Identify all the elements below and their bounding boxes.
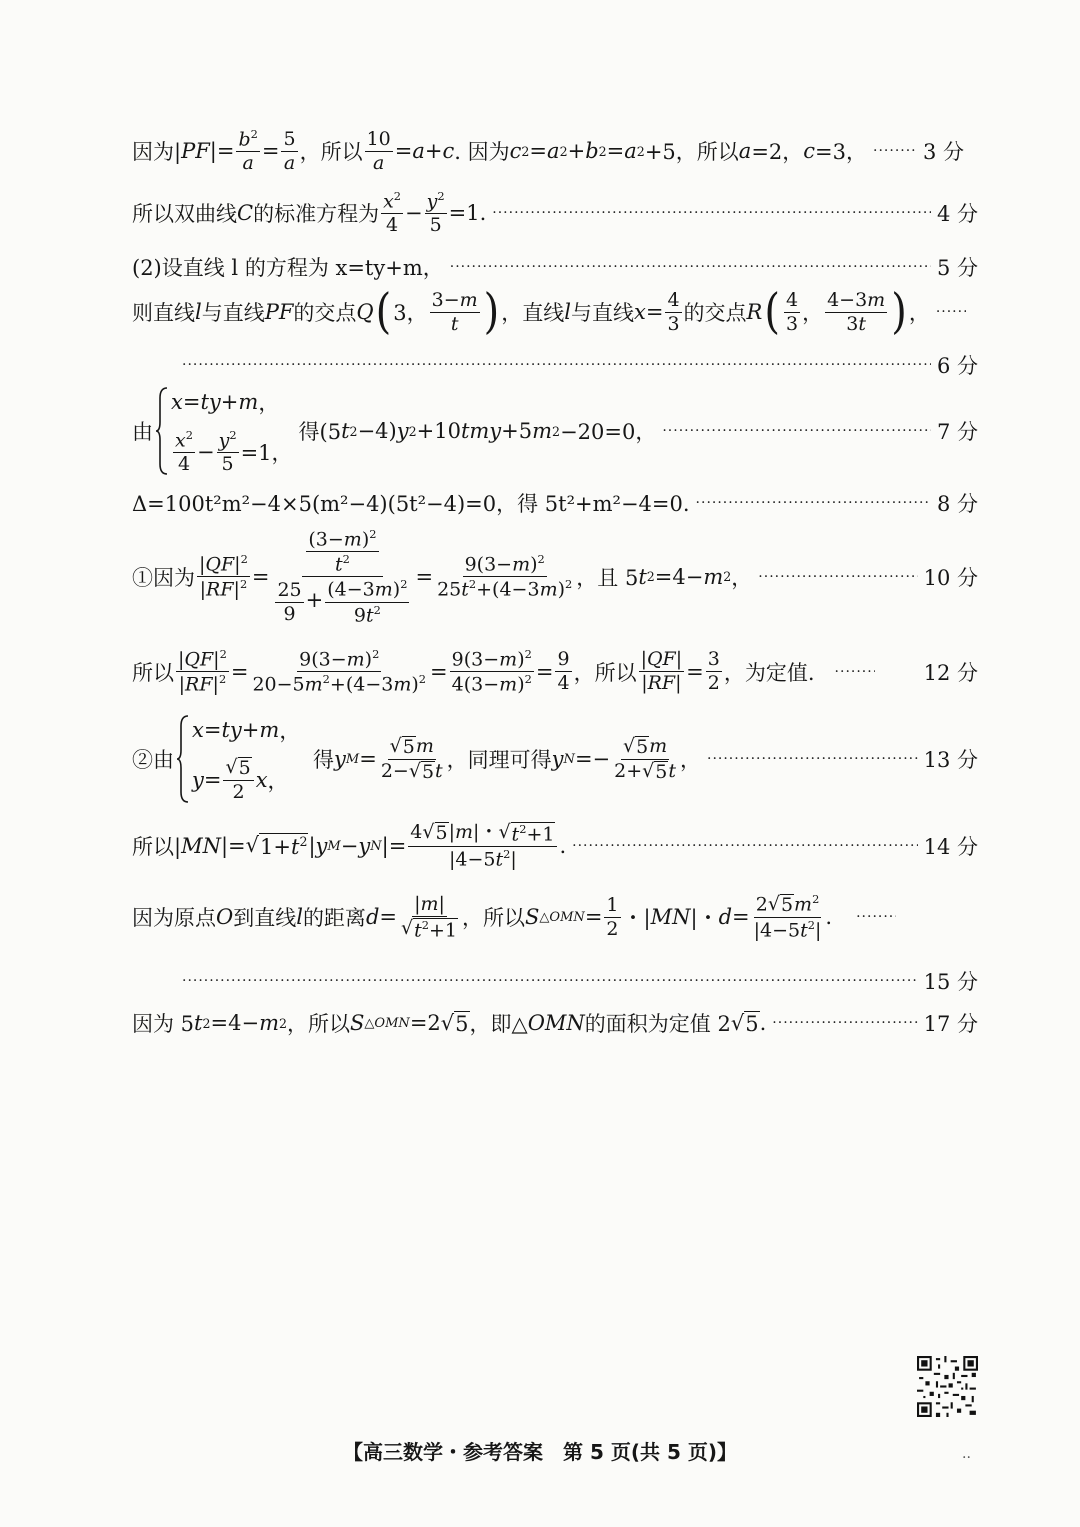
- equation-conclusion: 因为 5 t 2 =4− m 2 ，所以 S △OMN =2 √ 5 ，即△ OMN 的面积为定值 2 √ 5 .: [132, 1010, 767, 1036]
- brace-icon: [176, 714, 190, 804]
- leader-dots: [492, 205, 931, 221]
- solution-line-11: [132, 893, 978, 941]
- score-label: 8 分: [936, 492, 978, 516]
- solution-line-2: [132, 190, 978, 236]
- solution-line-7: [132, 528, 978, 626]
- solution-line-4b: [132, 350, 978, 380]
- equation-system-2: ②由 x = t y + m ， y = √ 5 2 x ， 得 y M = √ 5 m 2−√ 5 t ，同理可得 y N =− √ 5 m 2+√ 5 t ，: [132, 714, 701, 804]
- score-label: 13 分: [923, 748, 978, 772]
- leader-dots: [835, 664, 875, 680]
- solution-line-11b: [132, 966, 978, 996]
- score-label: 17 分: [923, 1012, 978, 1036]
- solution-line-10: [132, 822, 978, 870]
- leader-dots: [662, 423, 931, 439]
- leader-dots: [182, 973, 918, 989]
- equation-line-l: (2)设直线 l 的方程为 x=ty+m，: [132, 256, 444, 280]
- equation-discriminant: Δ=100t²m²−4×5(m²−4)(5t²−4)=0，得 5t²+m²−4=0.: [132, 492, 690, 516]
- score-label: 6 分: [936, 354, 978, 378]
- leader-dots: [182, 357, 931, 373]
- equation-system-1: 由 x = t y + m ， $\frac{x^2}{4}$ − $\frac{y^2}{5}$ =1， 得(5 t 2 −4) y 2 +10 tmy +5 m 2 −20=0，: [132, 386, 656, 476]
- leader-dots: [936, 304, 966, 320]
- leader-dots: [450, 259, 931, 275]
- equation-intersections: 则直线 l 与直线 PF 的交点 Q ( 3， $\frac{3-m}{t}$ ) ，直线 l 与直线 x = $\frac{4}{3}$ 的交点 R ( $\frac{4}{3}$ ， $\frac{4-3m}{3t}$ ) ，: [132, 284, 930, 340]
- solution-line-3: [132, 252, 978, 282]
- leader-dots: [856, 909, 896, 925]
- score-label: 10 分: [923, 565, 978, 590]
- equation-mn: 所以| MN |= √ $1+t^2$ | y M − y N |= 4√ 5 |m|・√ $t^2+1$ $|4-5t^2|$ .: [132, 821, 567, 871]
- equation-pf: 因为| PF |= $\frac{b^2}{a}$ = $\frac{5}{a}$ ，所以 $\frac{10}{a}$ = a + c . 因为 c 2 = a 2 + b 2 = a 2 +5，所以 a =2， c =3，: [132, 127, 868, 175]
- score-label: 12 分: [923, 660, 978, 685]
- score-label: 15 分: [923, 970, 978, 994]
- solution-line-4: [132, 284, 978, 340]
- leader-dots: [772, 1015, 917, 1031]
- solution-line-6: [132, 488, 978, 518]
- leader-dots: [707, 751, 918, 767]
- brace-icon: [155, 386, 169, 476]
- qr-code-icon: [917, 1356, 978, 1417]
- leader-dots: [873, 143, 917, 159]
- score-label: 7 分: [936, 420, 978, 444]
- score-label: 14 分: [923, 835, 978, 860]
- equation-area: 因为原点 O 到直线 l 的距离 d = |m| √ $t^2+1$ ，所以 S △OMN = $\frac{1}{2}$ ・| MN |・ d = 2√ 5 $m^2$ $|4-5t^2|$ .: [132, 892, 833, 942]
- solution-line-9: [132, 714, 978, 804]
- solution-line-12: [132, 1008, 978, 1038]
- score-label: 3 分: [923, 140, 965, 165]
- leader-dots: [572, 838, 917, 854]
- equation-ratio-2: 所以 $\frac{|QF|^2}{|RF|^2}$ = $\frac{9(3-m)^2}{20-5m^2+(4-3m)^2}$ = $\frac{9(3-m)^2}{4(3-m)^2}$ = $\frac{9}{4}$ ，所以 $\frac{|QF|}{|RF|}$ = $\frac{3}{2}$ ，为定值.: [132, 647, 815, 696]
- score-label: 5 分: [936, 256, 978, 280]
- equation-ratio-1: ①因为 $\frac{|QF|^2}{|RF|^2}$ = $\frac{(3-m)^2}{t^2}$ $\frac{25}{9}$ + $\frac{(4-3m)^2}{9t^2}$ = $\frac{9(3-m)^2}{25t^2+(4-3m)^2}$ ，且 5 t 2 =4− m 2 ，: [132, 527, 753, 626]
- solution-line-8: [132, 648, 978, 695]
- equation-hyperbola: 所以双曲线 C 的标准方程为 $\frac{x^2}{4}$ − $\frac{y^2}{5}$ =1.: [132, 189, 487, 237]
- solution-line-1: [132, 128, 978, 174]
- leader-dots: [696, 495, 931, 511]
- score-label: 4 分: [936, 202, 978, 227]
- corner-mark: ..: [962, 1446, 971, 1462]
- page-footer: 【高三数学・参考答案 第 5 页(共 5 页)】: [343, 1440, 737, 1464]
- leader-dots: [758, 569, 917, 585]
- solution-line-5: [132, 386, 978, 476]
